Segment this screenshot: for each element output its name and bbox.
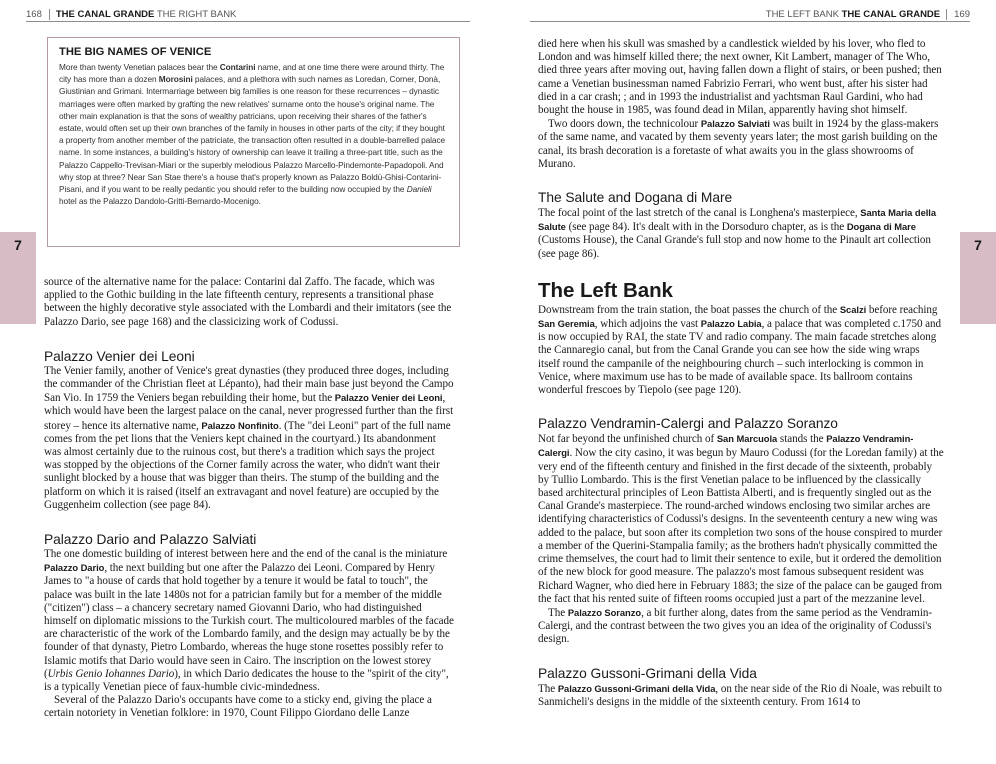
running-head-left — [26, 9, 470, 22]
right-text-column — [538, 38, 944, 709]
highlight-term: Santa Maria della Salute — [538, 207, 937, 233]
section-heading: Palazzo Dario and Palazzo Salviati — [44, 532, 257, 548]
page-number: 168 — [26, 9, 50, 20]
italic-term: Urbis Genio Iohannes Dario — [47, 667, 175, 680]
paragraph: The focal point of the last stretch of the canal is Longhena's masterpiece, Santa Maria della Salute (see page 84). It's dealt with in the Dorsoduro chapter, as is the Dogana di Mare (Customs House), the Canal Grande's full stop and now home to the Pinault art collection (see page 86). — [538, 207, 937, 260]
highlight-term: Palazzo Labia — [700, 318, 762, 330]
section-title: THE LEFT BANK — [765, 9, 839, 20]
highlight-term: Contarini — [219, 62, 256, 72]
highlight-term: Palazzo Salviati — [700, 118, 770, 130]
major-heading: The Left Bank — [538, 278, 673, 302]
running-head-right — [530, 9, 970, 22]
section-heading: Palazzo Vendramin-Calergi and Palazzo Soranzo — [538, 416, 838, 432]
highlight-term: Palazzo Nonfinito — [201, 419, 279, 431]
chapter-thumb-tab: 7 — [960, 232, 996, 324]
highlight-term: Dogana di Mare — [846, 221, 916, 233]
page-number: 169 — [946, 9, 970, 20]
section-heading: Palazzo Venier dei Leoni — [44, 348, 195, 364]
box-title: THE BIG NAMES OF VENICE — [59, 46, 212, 58]
paragraph: source of the alternative name for the palace: Contarini dal Zaffo. The facade, which was applied to the Gothic building in the late fifteenth century, represents a transitional phase between the highly decorative style associated with the Lombardi and their imitators (see the Palazzo Dario, see page 168) and the classicizing work of Codussi. — [44, 276, 452, 328]
highlight-term: Palazzo Venier dei Leoni — [334, 392, 443, 404]
paragraph: The one domestic building of interest between here and the end of the canal is the miniature Palazzo Dario, the next building but one after the Palazzo dei Leoni. Compared by Henry James to "a house of cards that hold together by a tenure it would be fatal to touch", the palace was built in the late 1480s not for a patrician family but for a member of the middle ("citizen") class – a chancery secretary named Giovanni Dario, who had distinguished himself on diplomatic missions to the Turkish court. The multicoloured marbles of the facade are characteristic of the work of the Lombardo family, and the design may actually be by the founder of that dynasty, Pietro Lombardo, whereas the huge stone rosettes possibly refer to Islamic motifs that Dario would have seen in Cairo. The inscription on the lowest storey (Urbis Genio Iohannes Dario), in which Dario dedicates the house to the "spirit of the city", is a typically Venetian piece of faux-humble civic-mindedness. — [44, 548, 454, 694]
paragraph: Several of the Palazzo Dario's occupants have come to a sticky end, giving the place a certain notoriety in Venetian folklore: in 1970, Count Filippo Giordano delle Lanze — [44, 694, 432, 720]
highlight-term: San Marcuola — [716, 433, 778, 445]
italic-term: Danieli — [406, 184, 432, 195]
section-title: THE RIGHT BANK — [156, 9, 237, 20]
left-text-column — [44, 276, 454, 721]
highlight-term: Palazzo Soranzo — [567, 606, 642, 618]
paragraph: The Palazzo Gussoni-Grimani della Vida, on the near side of the Rio di Noale, was rebuilt to Sanmicheli's designs in the middle of the sixteenth century. From 1614 to — [538, 682, 942, 708]
highlight-term: Morosini — [158, 74, 193, 85]
paragraph: The Palazzo Soranzo, a bit further along, dates from the same period as the Vendramin-Calergi, and the contrast between the two gives you an idea of the originality of Codussi's design. — [538, 606, 933, 646]
paragraph: The Venier family, another of Venice's great dynasties (they produced three doges, including the commander of the Christian fleet at Lépanto), had their main base just beyond the Campo San Vio. In 1759 the Veniers began rebuilding their home, but the Palazzo Venier dei Leoni, which would have been the largest palace on the canal, never progressed further than the first storey – hence its alternative name, Palazzo Nonfinito. (The "dei Leoni" part of the full name comes from the pet lions that the Veniers kept chained in the courtyard.) Its abandonment was almost certainly due to the ruinous cost, but there's a tradition which says the project was stopped by the objections of the Corner family across the water, who didn't want their sunlight blocked by a house that was bigger than theirs. The stump of the building and the platform on which it is raised (itself an extravagant and novel feature) are occupied by the Guggenheim collection (see page 84). — [44, 364, 454, 511]
box-body: More than twenty Venetian palaces bear the Contarini name, and at one time there were around thirty. The city has more than a dozen Morosini palaces, and a plethora with such names as Loredan, Corner, Donà, Giustinian and Grimani. Intermarriage between big families is one reason for these recurrences – dynastic marriages were often marked by grafting the new relatives' surname onto the house's original name. The other main explanation is that the sons of wealthy patricians, upon receiving their shares of the father's estate, would often set up their own branches of the family in houses in other parts of the city; if they bought a property from another member of the patriciate, the transaction often resulted in a double-barrelled palace name. In some instances, a building's history of ownership can leave it trailing a three-part title, such as the Palazzo Cappello-Trevisan-Miari or the superbly melodious Palazzo Marcello-Pindemonte-Papadopoli. And why stop at three? Near San Stae there's a house that's properly known as Palazzo Boldù-Ghisi-Contarini-Pisani, and if you want to be really pedantic you should refer to the building now occupied by the Danieli hotel as the Palazzo Dandolo-Gritti-Bernardo-Mocenigo. — [59, 62, 446, 207]
chapter-title: THE CANAL GRANDE — [55, 9, 155, 20]
highlight-term: Palazzo Vendramin-Calergi — [538, 433, 914, 459]
paragraph: Not far beyond the unfinished church of San Marcuola stands the Palazzo Vendramin-Calergi. Now the city casino, it was begun by Mauro Codussi (for the Loredan family) at the very end of the fifteenth century and finished in the first decade of the sixteenth, probably by Tullio Lombardo. This is the first Venetian palace to be influenced by the classically based architectural principles of Leon Battista Alberti, and is frequently singled out as the Canal Grande's masterpiece. The round-arched windows enclosing two similar arches are identifying characteristics of Codussi's designs. In the seventeenth century a new wing was added to the palace, but soon after its completion two sons of the house conspired to murder a member of the Querini-Stampalia family; as the brothers hadn't physically committed the crime themselves, the court had to limit their sentence to exile, but it ordered the demolition of the new block for good measure. The palazzo's most famous subsequent resident was Richard Wagner, who died here in February 1883; the size of the palace can be gauged from the fact that his rented suite of fifteen rooms occupied just a part of the mezzanine level. — [538, 433, 944, 605]
highlight-term: Palazzo Dario — [44, 562, 105, 574]
highlight-term: San Geremia — [538, 318, 595, 330]
right-page — [498, 0, 996, 764]
highlight-term: Scalzi — [839, 303, 867, 315]
section-heading: Palazzo Gussoni-Grimani della Vida — [538, 665, 757, 681]
paragraph: Two doors down, the technicolour Palazzo Salviati was built in 1924 by the glass-makers of the same name, and vacated by them seventy years later; the most garish building on the canal, its brash decoration is a foretaste of what awaits you in the glass showrooms of Murano. — [538, 118, 939, 170]
highlight-term: Palazzo Gussoni-Grimani della Vida — [557, 682, 716, 694]
sidebar-box — [47, 37, 460, 247]
paragraph: Downstream from the train station, the boat passes the church of the Scalzi before reaching San Geremia, which adjoins the vast Palazzo Labia, a palace that was completed c.1750 and is now occupied by RAI, the state TV and radio company. The main facade stretches along the Cannaregio canal, but from the Canal Grande you can see how the side wing wraps itself round the campanile of the neighbouring church – such interlocking is common in Venice, where maximum use has to be made of available space. Its ballroom contains wonderful frescoes by Tiepolo (see page 120). — [538, 303, 942, 397]
chapter-thumb-tab: 7 — [0, 232, 36, 324]
paragraph: died here when his skull was smashed by a candlestick wielded by his lover, who fled to London and was himself killed there; the next owner, Kit Lambert, manager of The Who, died three years after moving out, having fallen down a flight of stairs, or been pushed; then came a Venetian businessman named Fabrizio Ferrari, who went bust, after his sister had died in a car crash; ; and in 1993 the industrialist and yachtsman Raul Gardini, who had bought the house in 1985, was found dead in Milan, apparently having shot himself. — [538, 38, 942, 117]
section-heading: The Salute and Dogana di Mare — [538, 190, 733, 206]
chapter-title: THE CANAL GRANDE — [841, 9, 941, 20]
